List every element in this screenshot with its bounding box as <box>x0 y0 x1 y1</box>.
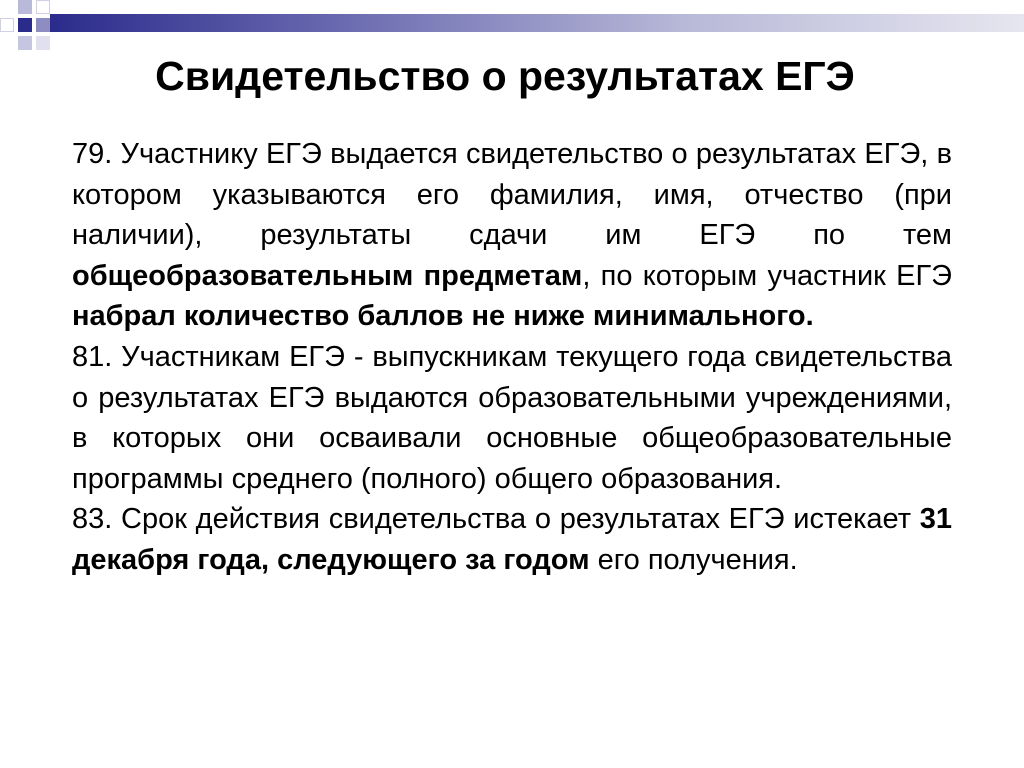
paragraph-83-text-2: его получения. <box>589 543 798 576</box>
paragraph-83 <box>72 499 952 580</box>
decor-square <box>36 0 50 14</box>
paragraph-79-bold-score: набрал количество баллов не ниже минимального. <box>72 300 814 333</box>
decor-square <box>0 18 14 32</box>
paragraph-81 <box>72 337 952 499</box>
decor-square <box>18 0 32 14</box>
slide-body <box>72 134 952 581</box>
paragraph-83-bold-date: 31 декабря года, следующего за годом <box>72 503 952 576</box>
paragraph-79-bold-subjects: общеобразовательным предметам <box>72 259 583 292</box>
decor-square <box>18 18 32 32</box>
paragraph-79 <box>72 134 952 337</box>
top-gradient-bar <box>50 14 1024 32</box>
paragraph-79-text: 79. Участнику ЕГЭ выдается свидетельство о результатах ЕГЭ, в котором указываются его фамилия, имя, отчество (при наличии), результаты сдачи им ЕГЭ по тем <box>72 138 952 252</box>
paragraph-79-text-2: , по которым участник ЕГЭ <box>582 259 952 292</box>
paragraph-81-text: 81. Участникам ЕГЭ - выпускникам текущего года свидетельства о результатах ЕГЭ выдаются образовательными учреждениями, в которых они осваивали основные общеобразовательные программы среднего (полного) общего образования. <box>72 340 952 495</box>
slide-title: Свидетельство о результатах ЕГЭ <box>155 53 855 99</box>
decor-square <box>36 18 50 32</box>
paragraph-83-text: 83. Срок действия свидетельства о результатах ЕГЭ истекает <box>72 503 920 536</box>
